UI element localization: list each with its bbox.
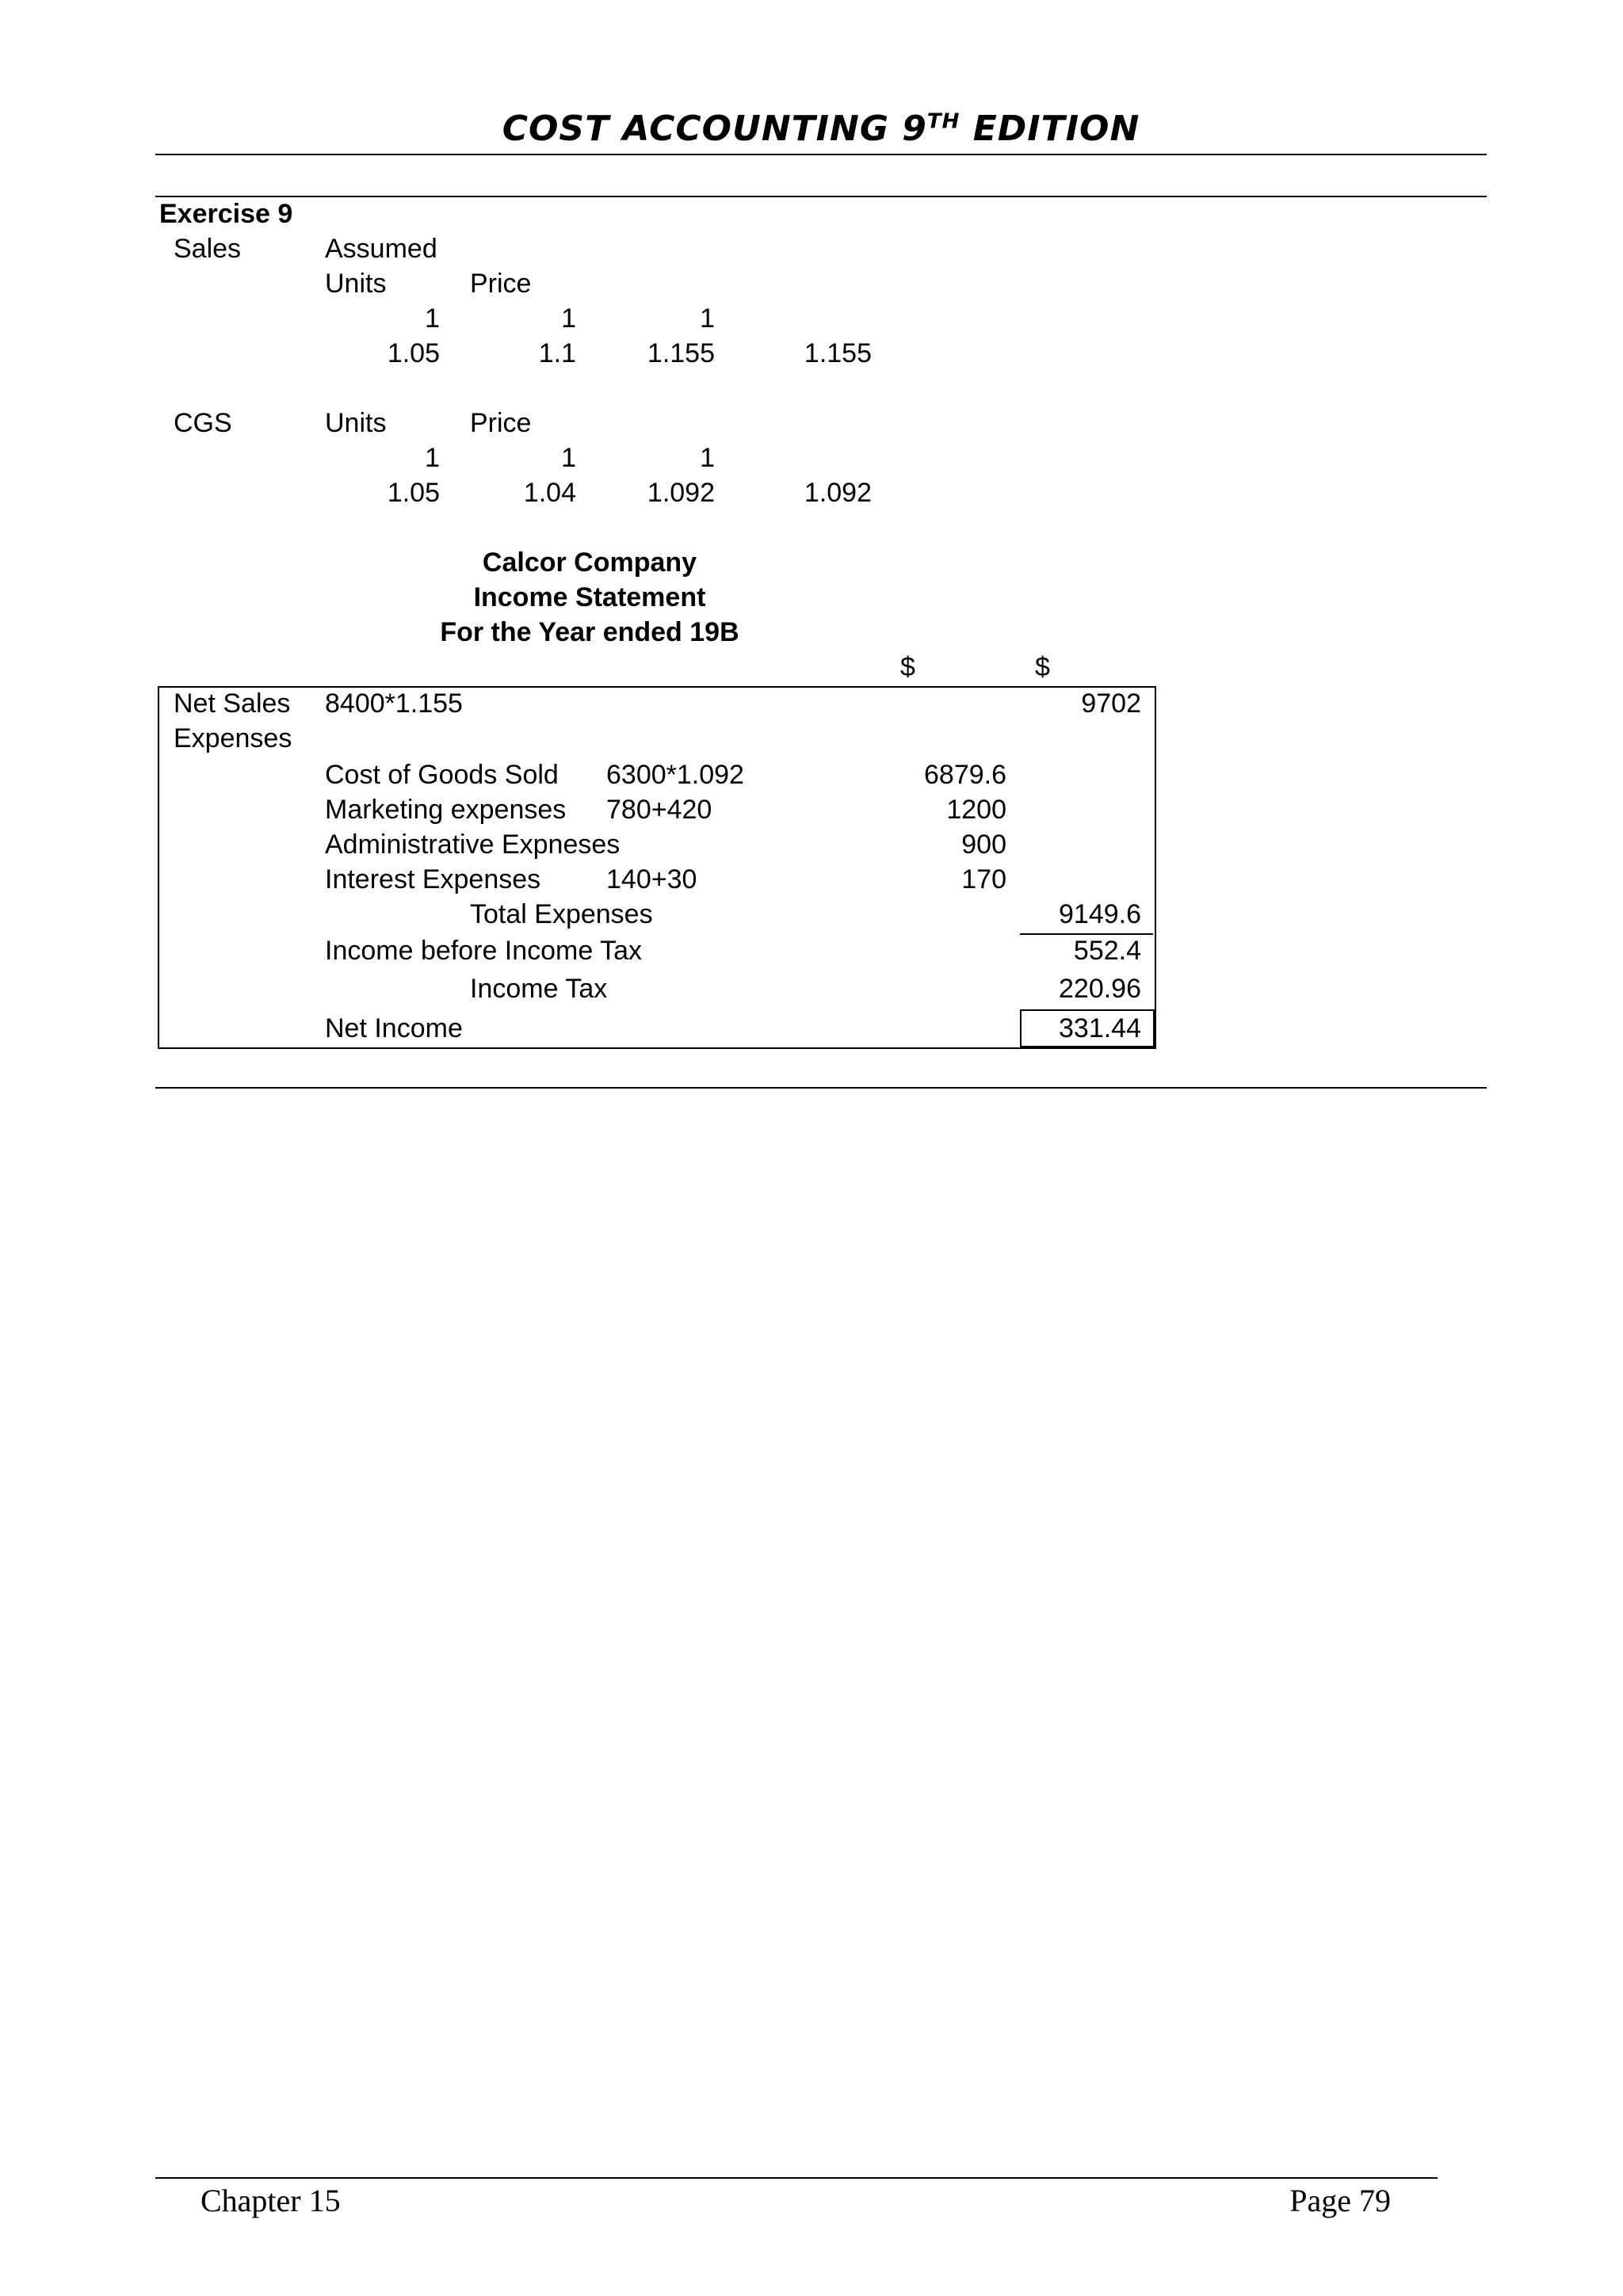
statement-title: Income Statement [473,582,706,612]
admin-value: 900 [961,830,1006,860]
sales-assumed-label: Assumed [325,234,437,264]
footer-page-number: Page 79 [1289,2183,1391,2218]
net-income-label: Net Income [325,1013,463,1043]
cgs-r2-c1: 1.05 [387,478,440,508]
cgs-r1-c3: 1 [700,443,715,473]
sales-units-header: Units [325,269,387,299]
sales-r2-c1: 1.05 [387,338,440,368]
interest-value: 170 [961,864,1006,894]
sales-r2-c2: 1.1 [538,338,576,368]
currency-col1: $ [900,652,915,682]
sales-r1-c1: 1 [425,303,440,334]
total-expenses-value: 9149.6 [1059,899,1141,929]
cgs-r1-c2: 1 [561,443,576,473]
cgs-label: CGS [174,408,232,438]
cgs-units-header: Units [325,408,387,438]
cgs-r2-c3: 1.092 [647,478,715,508]
interest-label: Interest Expenses [325,864,541,894]
footer-chapter: Chapter 15 [200,2183,341,2218]
cgs-price-header: Price [470,408,532,438]
net-sales-value: 9702 [1081,688,1141,719]
cogs-label: Cost of Goods Sold [325,760,559,790]
sales-r2-c4: 1.155 [804,338,872,368]
net-sales-label: Net Sales [174,688,291,719]
company-name: Calcor Company [482,547,697,578]
total-expenses-label: Total Expenses [470,899,653,929]
footer-rule [155,2177,1438,2179]
expenses-label: Expenses [174,723,292,753]
cogs-value: 6879.6 [924,760,1006,790]
net-sales-calc: 8400*1.155 [325,688,463,719]
marketing-value: 1200 [946,795,1006,825]
net-income-value: 331.44 [1059,1013,1141,1043]
income-before-tax-label: Income before Income Tax [325,936,643,966]
content-bottom-rule [155,1087,1487,1089]
sales-r1-c3: 1 [700,303,715,334]
cgs-r1-c1: 1 [425,443,440,473]
cgs-r2-c2: 1.04 [523,478,576,508]
cgs-r2-c4: 1.092 [804,478,872,508]
marketing-calc: 780+420 [606,795,712,825]
sales-r1-c2: 1 [561,303,576,334]
content-top-rule [155,196,1487,197]
admin-label: Administrative Expneses [325,830,621,860]
income-tax-label: Income Tax [470,974,608,1004]
sales-r2-c3: 1.155 [647,338,715,368]
exercise-heading: Exercise 9 [159,199,293,229]
header-rule [155,154,1487,155]
income-tax-value: 220.96 [1059,974,1141,1004]
interest-calc: 140+30 [606,864,697,894]
sales-price-header: Price [470,269,532,299]
statement-period: For the Year ended 19B [440,617,739,647]
cogs-calc: 6300*1.092 [606,760,744,790]
marketing-label: Marketing expenses [325,795,567,825]
sales-label: Sales [174,234,242,264]
currency-col2: $ [1035,652,1050,682]
page-header-title: COST ACCOUNTING 9TH EDITION [502,109,1140,149]
income-before-tax-value: 552.4 [1073,936,1141,966]
